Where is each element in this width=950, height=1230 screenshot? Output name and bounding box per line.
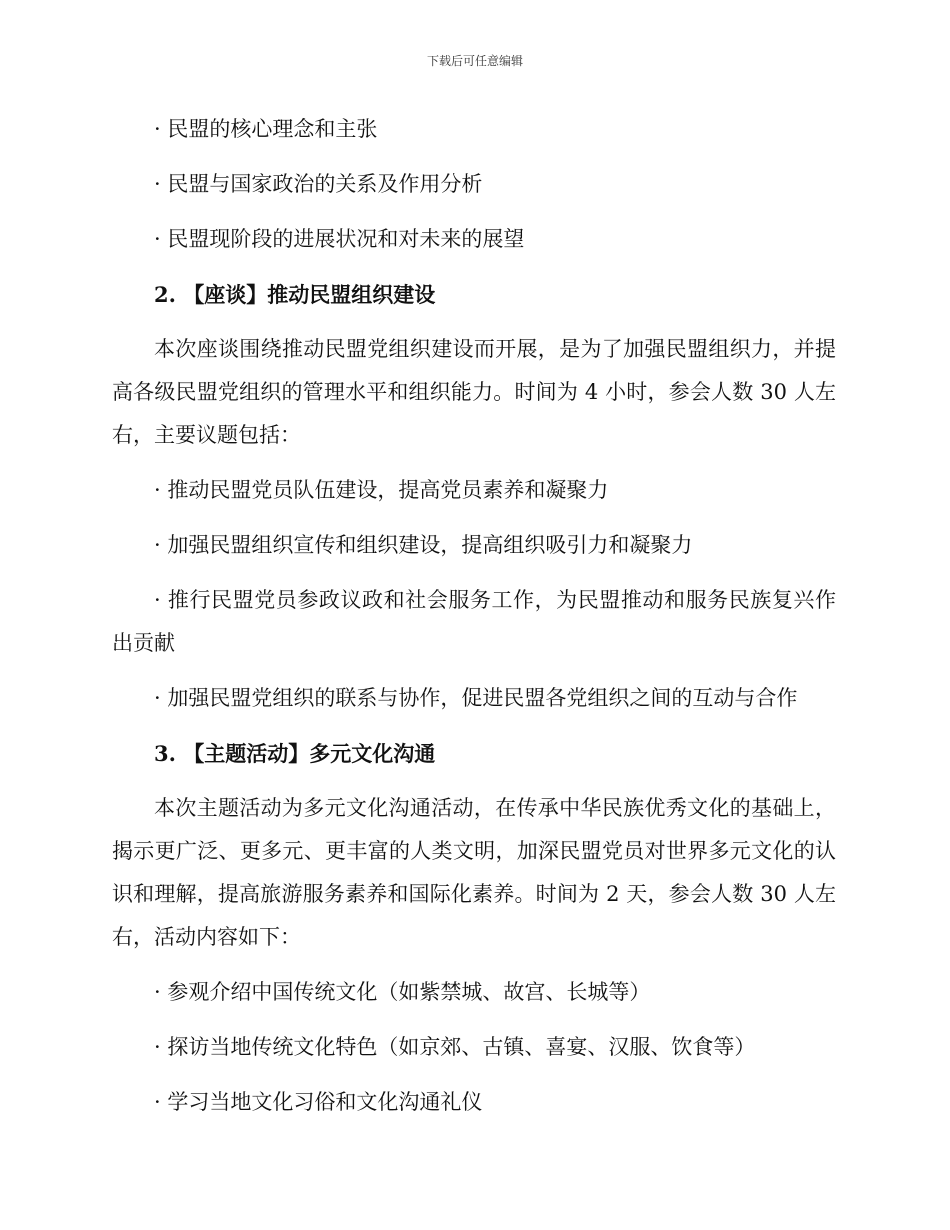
list-item: · 参观介绍中国传统文化（如紫禁城、故宫、长城等）	[154, 980, 651, 1004]
page-header: 下载后可任意编辑	[426, 54, 523, 68]
list-item: · 探访当地传统文化特色（如京郊、古镇、喜宴、汉服、饮食等）	[154, 1035, 756, 1059]
list-item: · 民盟的核心理念和主张	[154, 117, 378, 141]
list-item: · 加强民盟组织宣传和组织建设，提高组织吸引力和凝聚力	[154, 533, 693, 557]
list-item: · 推动民盟党员队伍建设，提高党员素养和凝聚力	[154, 478, 609, 502]
section-heading: 2. 【座谈】推动民盟组织建设	[154, 282, 436, 307]
list-item: · 民盟与国家政治的关系及作用分析	[154, 172, 483, 196]
section-paragraph: 本次主题活动为多元文化沟通活动，在传承中华民族优秀文化的基础上，揭示更广泛、更多元、更丰富的人类文明，加深民盟党员对世界多元文化的认识和理解，提高旅游服务素养和国际化素养。时间为 2 天，参会人数 30 人左右，活动内容如下：	[112, 796, 836, 949]
document-body	[112, 108, 836, 1136]
list-item: · 学习当地文化习俗和文化沟通礼仪	[154, 1090, 483, 1114]
section-heading: 3. 【主题活动】多元文化沟通	[154, 741, 436, 766]
list-item: · 加强民盟党组织的联系与协作，促进民盟各党组织之间的互动与合作	[154, 686, 798, 710]
list-item: · 民盟现阶段的进展状况和对未来的展望	[154, 227, 525, 251]
section-paragraph: 本次座谈围绕推动民盟党组织建设而开展，是为了加强民盟组织力，并提高各级民盟党组织的管理水平和组织能力。时间为 4 小时，参会人数 30 人左右，主要议题包括：	[112, 337, 836, 447]
list-item: · 推行民盟党员参政议政和社会服务工作，为民盟推动和服务民族复兴作出贡献	[112, 588, 836, 655]
